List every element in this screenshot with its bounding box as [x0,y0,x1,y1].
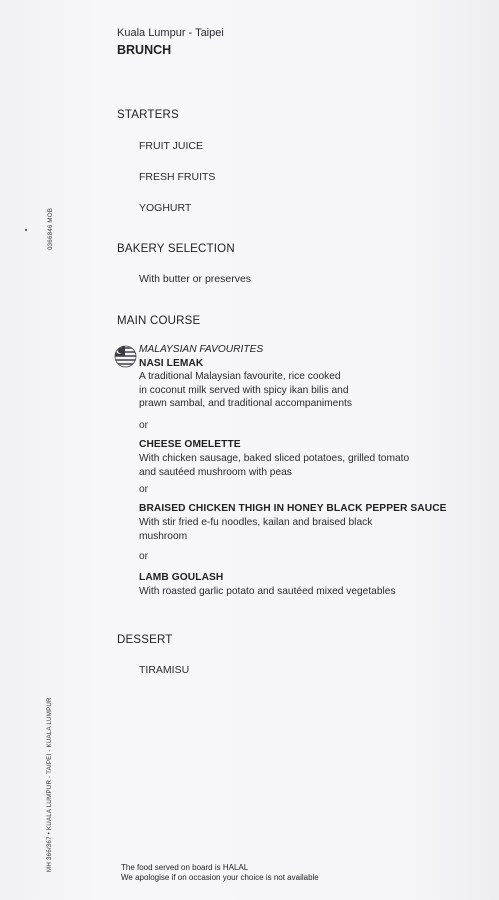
dish-name: CHEESE OMELETTE [139,439,241,450]
dish-description-line: With chicken sausage, baked sliced potatoes, grilled tomato [139,453,410,464]
side-code-top: 0366846 MOB [47,207,54,250]
section-title-starters: STARTERS [117,109,179,121]
dish-description [139,516,372,543]
section-title-main-course: MAIN COURSE [117,315,201,327]
dish-description-line: and sautéed mushroom with peas [139,466,292,478]
bakery-description: With butter or preserves [139,273,252,285]
or-separator: or [139,551,149,562]
or-separator: or [139,420,149,431]
starter-item: YOGHURT [139,202,192,214]
section-title-dessert: DESSERT [117,634,173,646]
footer-note [121,863,319,883]
meal-title: BRUNCH [117,43,172,57]
dish-name: NASI LEMAK [139,358,204,369]
malaysian-favourites-label: MALAYSIAN FAVOURITES [139,344,264,355]
side-mark [25,229,27,231]
section-title-bakery: BAKERY SELECTION [117,243,235,255]
dish-description [139,585,396,599]
malaysian-favourites-icon [114,345,137,368]
dish-description [139,452,409,479]
dish-description-line: With roasted garlic potato and sautéed mixed vegetables [139,586,396,597]
or-separator: or [139,484,149,495]
starter-item: FRESH FRUITS [139,171,216,183]
footer-apology-note: We apologise if on occasion your choice is not available [121,873,319,882]
dish-description-line: With stir fried e-fu noodles, kailan and braised black [139,517,373,528]
footer-halal-note: The food served on board is HALAL [121,863,249,872]
dish-name: BRAISED CHICKEN THIGH IN HONEY BLACK PEPPER SAUCE [139,503,447,514]
dessert-item: TIRAMISU [139,664,190,676]
dish-description [139,370,352,411]
side-code-bottom: MH 366/367 • KUALA LUMPUR - TAIPEI - KUALA LUMPUR [46,697,53,872]
dish-description-line: A traditional Malaysian favourite, rice cooked [139,371,341,382]
dish-description-line: prawn sambal, and traditional accompaniments [139,398,352,409]
starter-item: FRUIT JUICE [139,140,203,152]
dish-description-line: mushroom [139,530,188,542]
dish-name: LAMB GOULASH [139,572,224,583]
route-label: Kuala Lumpur - Taipei [117,27,224,39]
dish-description-line: in coconut milk served with spicy ikan bilis and [139,384,349,396]
